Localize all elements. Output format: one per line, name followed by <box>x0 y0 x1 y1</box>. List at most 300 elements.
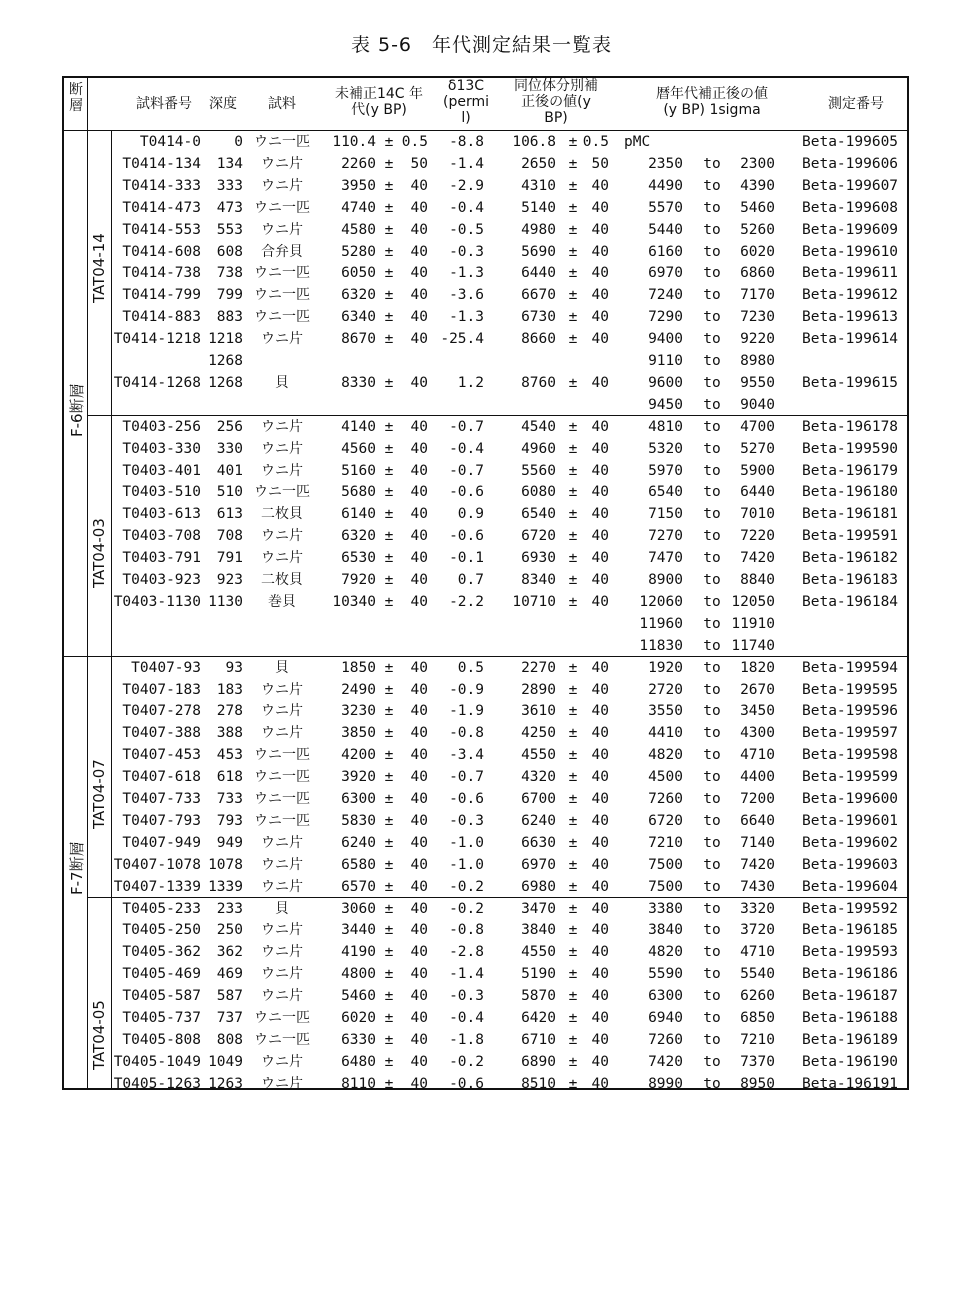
cell-cor: 4980 <box>521 221 556 238</box>
cell-cal1: 11830 <box>639 637 683 654</box>
cell-cal2: 7010 <box>740 506 775 523</box>
table-row <box>64 503 911 525</box>
cell-id: T0407-453 <box>122 747 201 764</box>
cell-err1: 40 <box>410 878 428 895</box>
table-row <box>64 657 911 679</box>
cell-err1: 40 <box>410 966 428 983</box>
cell-depth: 793 <box>216 812 243 829</box>
cell-age: 7920 <box>341 572 376 588</box>
cell-cal1: 6300 <box>648 988 683 1005</box>
cell-d13: -1.9 <box>449 703 484 720</box>
cell-cor: 6970 <box>521 856 556 873</box>
cell-pm1: ± <box>384 769 394 786</box>
cell-pm1: ± <box>384 878 394 895</box>
cell-d13: -1.3 <box>449 265 484 282</box>
cell-err2: 40 <box>591 1053 609 1070</box>
cell-to: to <box>703 1075 721 1092</box>
cell-cor: 6440 <box>521 265 556 282</box>
cell-pm1: ± <box>384 506 394 523</box>
cell-cal1: 9110 <box>648 353 683 369</box>
cell-err1: 40 <box>410 506 428 523</box>
cell-age: 8330 <box>341 374 376 391</box>
cell-sample: 二枚貝 <box>261 506 303 523</box>
cell-id: T0405-1049 <box>113 1053 201 1070</box>
cell-cal2: 11740 <box>731 637 775 654</box>
table-row <box>64 460 911 482</box>
cell-depth: 738 <box>216 265 243 282</box>
table-row <box>64 898 911 920</box>
cell-cal1: 9450 <box>648 396 683 413</box>
cell-depth: 330 <box>216 440 243 457</box>
cell-sample: ウニ片 <box>261 177 303 194</box>
cell-d13: -0.3 <box>449 988 484 1005</box>
cell-pm1: ± <box>384 462 394 479</box>
cell-pm2: ± <box>568 418 578 435</box>
table-row <box>64 985 911 1007</box>
cell-sample: ウニ一匹 <box>254 287 310 304</box>
cell-sample: ウニ片 <box>261 528 303 545</box>
cell-cal1: 5440 <box>648 221 683 238</box>
cell-sample: ウニ一匹 <box>254 812 310 829</box>
cell-pm1: ± <box>384 265 394 282</box>
cell-depth: 883 <box>216 309 243 326</box>
cell-lab: Beta-199614 <box>802 331 899 348</box>
cell-age: 4560 <box>341 440 376 457</box>
cell-d13: -0.7 <box>449 418 484 435</box>
cell-cal2: 7210 <box>740 1031 775 1048</box>
cell-depth: 93 <box>225 659 243 676</box>
cell-id: T0403-256 <box>122 418 201 435</box>
cell-lab: Beta-199591 <box>802 528 899 545</box>
cell-cor: 4250 <box>521 725 556 742</box>
cell-cor: 5190 <box>521 966 556 983</box>
cell-cal2: 7170 <box>740 287 775 304</box>
cell-age: 6240 <box>341 834 376 851</box>
cell-depth: 808 <box>216 1031 243 1048</box>
cell-depth: 1268 <box>208 374 243 391</box>
table-header <box>64 78 907 131</box>
cell-lab: Beta-196188 <box>802 1010 899 1026</box>
cell-cal2: 5900 <box>740 462 775 479</box>
table-row <box>64 525 911 547</box>
cell-depth: 256 <box>216 418 243 435</box>
cell-err2: 40 <box>591 331 609 348</box>
cell-sample: ウニ片 <box>261 856 303 873</box>
cell-age: 6570 <box>341 878 376 895</box>
cell-cor: 5560 <box>521 462 556 479</box>
cell-d13: -2.8 <box>449 944 484 961</box>
cell-depth: 737 <box>216 1010 243 1026</box>
table-row <box>64 481 911 503</box>
cell-to: to <box>703 1053 721 1070</box>
cell-pm2: ± <box>568 659 578 676</box>
cell-pm1: ± <box>384 944 394 961</box>
cell-age: 3440 <box>341 922 376 939</box>
cell-depth: 134 <box>216 155 243 172</box>
cell-cal1: 8900 <box>648 572 683 588</box>
cell-lab: Beta-196191 <box>802 1075 899 1092</box>
cell-err2: 40 <box>591 287 609 304</box>
cell-cal2: 3450 <box>740 703 775 720</box>
cell-err2: 40 <box>591 177 609 194</box>
cell-err1: 40 <box>410 900 428 917</box>
cell-err1: 40 <box>410 572 428 588</box>
cell-err1: 40 <box>410 528 428 545</box>
table-row <box>64 350 911 372</box>
cell-cor: 6730 <box>521 309 556 326</box>
cell-id: T0407-733 <box>122 791 201 807</box>
cell-cor: 4540 <box>521 418 556 435</box>
table-row <box>64 1051 911 1073</box>
cell-cal1: 3380 <box>648 900 683 917</box>
cell-d13: -1.3 <box>449 309 484 326</box>
cell-lab: Beta-199606 <box>802 155 899 172</box>
cell-err2: 40 <box>591 966 609 983</box>
header-calibrated: 暦年代補正後の値 (y BP) 1sigma <box>656 86 768 118</box>
cell-d13: -0.8 <box>449 725 484 742</box>
cell-err2: 40 <box>591 484 609 501</box>
cell-age: 6140 <box>341 506 376 523</box>
cell-id: T0405-233 <box>122 900 201 917</box>
cell-err2: 40 <box>591 834 609 851</box>
cell-age: 5830 <box>341 812 376 829</box>
cell-depth: 923 <box>216 572 243 588</box>
cell-cal2: 4400 <box>740 769 775 786</box>
cell-pm2: ± <box>568 593 578 610</box>
cell-depth: 250 <box>216 922 243 939</box>
cell-err1: 40 <box>410 834 428 851</box>
cell-pm1: ± <box>384 900 394 917</box>
cell-depth: 1263 <box>208 1075 243 1092</box>
cell-pm2: ± <box>568 550 578 567</box>
cell-err2: 40 <box>591 769 609 786</box>
cell-age: 2490 <box>341 681 376 698</box>
cell-age: 4200 <box>341 747 376 764</box>
cell-cor: 6420 <box>521 1010 556 1026</box>
cell-cal1: 7210 <box>648 834 683 851</box>
cell-err1: 40 <box>410 418 428 435</box>
cell-err2: 40 <box>591 374 609 391</box>
cell-cor: 5690 <box>521 243 556 260</box>
cell-lab: Beta-199596 <box>802 703 899 720</box>
cell-cor: 4310 <box>521 177 556 194</box>
cell-err2: 40 <box>591 791 609 807</box>
cell-lab: Beta-199604 <box>802 878 899 895</box>
cell-id: T0407-1078 <box>113 856 201 873</box>
cell-cal1: 6970 <box>648 265 683 282</box>
cell-cor: 6930 <box>521 550 556 567</box>
cell-cal2: 7200 <box>740 791 775 807</box>
cell-depth: 1218 <box>208 331 243 348</box>
header-section: 断 層 <box>69 82 83 114</box>
table-row <box>64 679 911 701</box>
cell-cor: 6720 <box>521 528 556 545</box>
cell-to: to <box>703 177 721 194</box>
cell-cal2: 7420 <box>740 550 775 567</box>
cell-sample: ウニ片 <box>261 418 303 435</box>
cell-cor: 2270 <box>521 659 556 676</box>
cell-sample: ウニ片 <box>261 550 303 567</box>
cell-cal2: 8980 <box>740 353 775 369</box>
borehole-label: TAT04-07 <box>90 758 108 829</box>
cell-err2: 40 <box>591 988 609 1005</box>
section-label: F-6断層 <box>68 383 86 437</box>
header-uncorrected: 未補正14C 年 代(y BP) <box>334 86 424 118</box>
cell-id: T0407-793 <box>122 812 201 829</box>
cell-d13: -25.4 <box>440 331 484 348</box>
cell-cal2: 4710 <box>740 944 775 961</box>
cell-err1: 40 <box>410 374 428 391</box>
cell-cor: 6670 <box>521 287 556 304</box>
table-row <box>64 197 911 219</box>
cell-cal1: 2720 <box>648 681 683 698</box>
cell-d13: -0.2 <box>449 1053 484 1070</box>
cell-cal2: 4700 <box>740 418 775 435</box>
cell-pm2: ± <box>568 331 578 348</box>
cell-age: 10340 <box>332 593 376 610</box>
cell-sample: ウニ片 <box>261 440 303 457</box>
cell-unit: pMC <box>624 134 651 150</box>
cell-err1: 40 <box>410 462 428 479</box>
cell-cal2: 6640 <box>740 812 775 829</box>
cell-to: to <box>703 199 721 216</box>
borehole-label: TAT04-14 <box>90 233 108 303</box>
section-divider <box>64 656 907 657</box>
cell-to: to <box>703 834 721 851</box>
cell-lab: Beta-196185 <box>802 922 899 939</box>
cell-sample: ウニ一匹 <box>254 265 310 282</box>
cell-cal1: 7260 <box>648 1031 683 1048</box>
table-row <box>64 854 911 876</box>
cell-pm1: ± <box>384 1053 394 1070</box>
cell-lab: Beta-199602 <box>802 834 899 851</box>
cell-lab: Beta-199592 <box>802 900 899 917</box>
cell-pm2: ± <box>568 725 578 742</box>
cell-to: to <box>703 703 721 720</box>
cell-depth: 949 <box>216 834 243 851</box>
cell-pm1: ± <box>384 856 394 873</box>
cell-cal1: 11960 <box>639 615 683 632</box>
cell-to: to <box>703 418 721 435</box>
cell-cor: 8760 <box>521 374 556 391</box>
table-row <box>64 131 911 153</box>
cell-to: to <box>703 440 721 457</box>
cell-d13: -0.5 <box>449 221 484 238</box>
cell-sample: ウニ一匹 <box>254 747 310 764</box>
cell-age: 3950 <box>341 177 376 194</box>
cell-age: 5160 <box>341 462 376 479</box>
cell-cal1: 6720 <box>648 812 683 829</box>
cell-d13: -2.9 <box>449 177 484 194</box>
cell-id: T0403-1130 <box>113 593 201 610</box>
cell-sample: ウニ一匹 <box>254 791 310 807</box>
cell-cal2: 8840 <box>740 572 775 588</box>
cell-to: to <box>703 331 721 348</box>
cell-depth: 791 <box>216 550 243 567</box>
cell-lab: Beta-199615 <box>802 374 899 391</box>
cell-to: to <box>703 725 721 742</box>
cell-age: 4800 <box>341 966 376 983</box>
cell-cor: 3470 <box>521 900 556 917</box>
cell-pm1: ± <box>384 681 394 698</box>
table-row <box>64 416 911 438</box>
cell-err2: 50 <box>591 155 609 172</box>
cell-cor: 4960 <box>521 440 556 457</box>
cell-cor: 8660 <box>521 331 556 348</box>
cell-sample: ウニ片 <box>261 725 303 742</box>
cell-d13: -0.3 <box>449 812 484 829</box>
cell-cal1: 8990 <box>648 1075 683 1092</box>
cell-cal2: 2670 <box>740 681 775 698</box>
cell-cal1: 2350 <box>648 155 683 172</box>
cell-err2: 40 <box>591 243 609 260</box>
cell-pm1: ± <box>384 418 394 435</box>
cell-cal2: 12050 <box>731 593 775 610</box>
cell-cor: 4550 <box>521 944 556 961</box>
cell-pm1: ± <box>384 572 394 588</box>
cell-to: to <box>703 309 721 326</box>
cell-d13: -2.2 <box>449 593 484 610</box>
cell-cal1: 7260 <box>648 791 683 807</box>
cell-lab: Beta-196186 <box>802 966 899 983</box>
cell-lab: Beta-196179 <box>802 462 899 479</box>
cell-d13: -1.8 <box>449 1031 484 1048</box>
cell-cal1: 4810 <box>648 418 683 435</box>
cell-cal1: 5970 <box>648 462 683 479</box>
cell-to: to <box>703 374 721 391</box>
cell-pm2: ± <box>568 221 578 238</box>
cell-err1: 40 <box>410 856 428 873</box>
cell-err1: 40 <box>410 812 428 829</box>
cell-pm1: ± <box>384 331 394 348</box>
cell-depth: 510 <box>216 484 243 501</box>
cell-id: T0414-883 <box>122 309 201 326</box>
cell-err1: 40 <box>410 791 428 807</box>
cell-depth: 453 <box>216 747 243 764</box>
cell-pm1: ± <box>384 155 394 172</box>
cell-id: T0405-737 <box>122 1010 201 1026</box>
header-material: 試料 <box>268 96 296 112</box>
cell-pm2: ± <box>568 681 578 698</box>
cell-err1: 40 <box>410 199 428 216</box>
cell-cal1: 5570 <box>648 199 683 216</box>
cell-age: 6330 <box>341 1031 376 1048</box>
cell-sample: ウニ片 <box>261 922 303 939</box>
cell-sample: ウニ一匹 <box>254 309 310 326</box>
cell-pm2: ± <box>568 287 578 304</box>
cell-err1: 40 <box>410 550 428 567</box>
cell-pm2: ± <box>568 199 578 216</box>
cell-err2: 40 <box>591 878 609 895</box>
cell-sample: ウニ一匹 <box>254 134 310 150</box>
cell-err2: 40 <box>591 506 609 523</box>
cell-err2: 40 <box>591 703 609 720</box>
cell-d13: -0.2 <box>449 900 484 917</box>
cell-age: 8670 <box>341 331 376 348</box>
cell-cal1: 1920 <box>648 659 683 676</box>
cell-id: T0407-388 <box>122 725 201 742</box>
table-row <box>64 591 911 613</box>
cell-to: to <box>703 593 721 610</box>
cell-err2: 40 <box>591 725 609 742</box>
cell-id: T0414-553 <box>122 221 201 238</box>
cell-cal2: 9040 <box>740 396 775 413</box>
cell-err1: 40 <box>410 703 428 720</box>
cell-id: T0405-250 <box>122 922 201 939</box>
borehole-label: TAT04-03 <box>90 517 108 588</box>
cell-cal2: 8950 <box>740 1075 775 1092</box>
cell-age: 5680 <box>341 484 376 501</box>
cell-cal2: 7140 <box>740 834 775 851</box>
cell-pm1: ± <box>384 1031 394 1048</box>
table-row <box>64 700 911 722</box>
cell-err2: 40 <box>591 1075 609 1092</box>
cell-sample: ウニ一匹 <box>254 199 310 216</box>
cell-lab: Beta-199603 <box>802 856 899 873</box>
cell-pm1: ± <box>384 834 394 851</box>
table-row <box>64 262 911 284</box>
cell-id: T0403-510 <box>122 484 201 501</box>
table-row <box>64 372 911 394</box>
cell-pm2: ± <box>568 944 578 961</box>
cell-cal1: 4500 <box>648 769 683 786</box>
cell-lab: Beta-196182 <box>802 550 899 567</box>
cell-pm2: ± <box>568 265 578 282</box>
cell-age: 6320 <box>341 287 376 304</box>
cell-to: to <box>703 812 721 829</box>
cell-sample: 貝 <box>275 900 289 917</box>
cell-cor: 6980 <box>521 878 556 895</box>
cell-d13: -0.9 <box>449 681 484 698</box>
cell-sample: ウニ一匹 <box>254 484 310 501</box>
cell-depth: 183 <box>216 681 243 698</box>
cell-err2: 40 <box>591 1010 609 1026</box>
table-row <box>64 788 911 810</box>
cell-pm2: ± <box>568 309 578 326</box>
cell-err1: 40 <box>410 309 428 326</box>
cell-pm1: ± <box>384 659 394 676</box>
cell-cal1: 3550 <box>648 703 683 720</box>
cell-lab: Beta-196187 <box>802 988 899 1005</box>
cell-pm2: ± <box>568 878 578 895</box>
cell-cor: 5870 <box>521 988 556 1005</box>
cell-err2: 40 <box>591 659 609 676</box>
cell-cal2: 5540 <box>740 966 775 983</box>
cell-cal2: 9220 <box>740 331 775 348</box>
cell-pm1: ± <box>384 134 394 150</box>
cell-cal2: 6260 <box>740 988 775 1005</box>
cell-cal2: 6860 <box>740 265 775 282</box>
cell-cor: 3610 <box>521 703 556 720</box>
cell-lab: Beta-196190 <box>802 1053 899 1070</box>
cell-err1: 40 <box>410 944 428 961</box>
cell-d13: 0.5 <box>457 659 484 676</box>
cell-id: T0407-1339 <box>113 878 201 895</box>
cell-pm2: ± <box>568 1075 578 1092</box>
cell-err1: 40 <box>410 1031 428 1048</box>
cell-depth: 401 <box>216 462 243 479</box>
cell-cal2: 4710 <box>740 747 775 764</box>
cell-pm2: ± <box>568 155 578 172</box>
cell-depth: 1339 <box>208 878 243 895</box>
cell-d13: -0.4 <box>449 440 484 457</box>
cell-pm1: ± <box>384 1075 394 1092</box>
borehole-label: TAT04-05 <box>90 999 108 1070</box>
cell-id: T0403-791 <box>122 550 201 567</box>
cell-err2: 40 <box>591 221 609 238</box>
cell-depth: 388 <box>216 725 243 742</box>
cell-cal1: 6940 <box>648 1010 683 1026</box>
